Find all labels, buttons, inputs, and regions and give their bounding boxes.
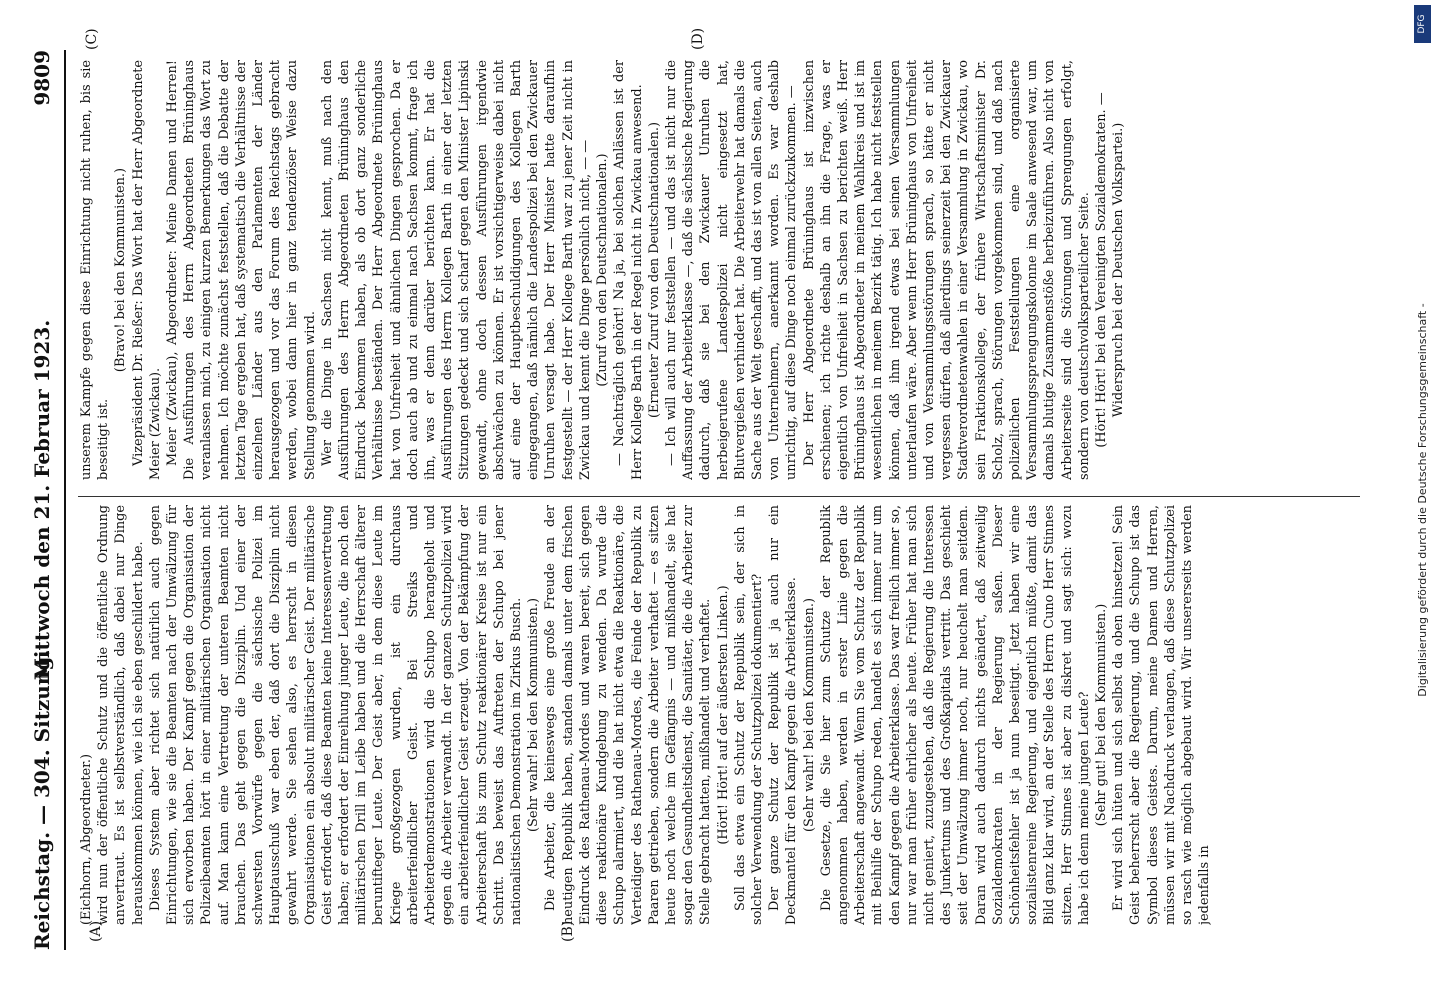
margin-marker-a: (A)	[88, 920, 104, 942]
paragraph: Wer die Dinge in Sachsen nicht kennt, muß nach den Ausführungen des Herrn Abgeordneten Brüninghaus den Eindruck bekommen haben, als ob dort ganz sonderliche Verhältnisse beständen. Der Herr Abgeordnete Brüninghaus hat von Unfreiheit und ähnlichen Dingen gesprochen. Da er doch auch ab und zu einmal nach Sachsen kommt, frage ich ihn, was er denn darüber berichten kann. Er hat die Ausführungen des Herrn Kollegen Barth in einer der letzten Sitzungen gedeckt und sich scharf gegen den Minister Lipinski gewandt, ohne doch dessen Ausführungen irgendwie abschwächen zu können. Er ist vorsichtigerweise dabei nicht auf eine der Hauptbeschuldigungen des Kollegen Barth eingegangen, daß nämlich die Landespolizei bei den Zwickauer Unruhen versagt habe. Der Herr Minister hatte daraufhin festgestellt — der Herr Kollege Barth war zu jener Zeit nicht in Zwickau und kennt die Dinge persönlich nicht, — —	[319, 60, 593, 480]
dfg-logo-text: DFG	[1417, 14, 1427, 34]
header-date: Mittwoch den 21. Februar 1923.	[30, 319, 54, 681]
margin-marker-c: (C)	[84, 28, 100, 50]
paragraph: Soll das etwa ein Schutz der Republik sein, der sich in solcher Verwendung der Schutzpolizei dokumentiert?	[732, 505, 765, 925]
header-session: Reichstag. — 304. Sitzung.	[30, 649, 54, 950]
column-divider	[78, 496, 1360, 497]
paragraph: — Nachträglich gehört! Na ja, bei solchen Anlässen ist der Herr Kollege Barth in der Regel nicht in Zwickau anwesend.	[612, 60, 645, 480]
paragraph: Er wird sich hüten und sich selbst da oben hinsetzen! Sein Geist beherrscht aber die Regierung, und die Schupo ist das Symbol dieses Geistes. Darum, meine Damen und Herren, müssen wir mit Nachdruck verlangen, daß diese Schutzpolizei so rasch wie möglich abgebaut wird. Wir unsererseits werden jedenfalls in	[1111, 505, 1213, 925]
margin-marker-b: (B)	[560, 920, 576, 942]
paragraph: wird nun der öffentliche Schutz und die öffentliche Ordnung anvertraut. Es ist selbstverständlich, daß dabei nur Dinge herauskommen können, wie ich sie eben geschildert habe.	[96, 505, 146, 925]
paragraph: Die Arbeiter, die keineswegs eine große Freude an der heutigen Republik haben, standen damals unter dem frischen Eindruck des Rathenau-Mordes und waren bereit, sich gegen diese reaktionäre Kundgebung zu wenden. Da wurde die Schupo alarmiert, und die hat nicht etwa die Reaktionäre, die Verteidiger des Rathenau-Mordes, die Feinde der Republik zu Paaren getrieben, sondern die Arbeiter verhaftet — es sitzen heute noch welche im Gefängnis — und mißhandelt, sie hat sogar den Gesundheitsdienst, die Sanitäter, die die Arbeiter zur Stelle gebracht hatten, mißhandelt und verhaftet.	[543, 505, 714, 925]
right-column	[78, 60, 1370, 480]
speaker-tag: (Eichhorn, Abgeordneter.)	[79, 753, 94, 925]
paragraph: Die Gesetze, die Sie hier zum Schutze der Republik angenommen haben, werden in erster Linie gegen die Arbeiterschaft angewandt. Wenn Sie vom Schutz der Republik mit Beihilfe der Schupo reden, handelt es sich immer nur um den Kampf gegen die Arbeiterklasse. Das war freilich immer so, nur war man früher ehrlicher als heute. Früher hat man sich nicht geniert, zuzugestehen, daß die Regierung die Interessen des Junkertums und des Großkapitals vertritt. Das geschieht seit der Umwälzung immer noch, nur heuchelt man seitdem. Daran wird auch dadurch nichts geändert, daß zeitweilig Sozialdemokraten in der Regierung saßen. Dieser Schönheitsfehler ist ja nun beseitigt. Jetzt haben wir eine sozialistenreine Regierung, und eigentlich müßte, damit das Bild ganz klar wird, an der Stelle des Herrn Cuno Herr Stinnes sitzen. Herr Stinnes ist aber zu diskret und sagt sich: wozu habe ich denn meine jungen Leute?	[818, 505, 1092, 925]
interjection: (Sehr gut! bei den Kommunisten.)	[1093, 603, 1109, 827]
digitization-note-text: Digitalisierung gefördert durch die Deutsche Forschungsgemeinschaft -	[1416, 303, 1429, 697]
interjection: (Sehr wahr! bei den Kommunisten.)	[801, 598, 817, 832]
left-column	[78, 505, 1370, 925]
page-number: 9809	[30, 50, 54, 106]
digitization-note	[1411, 0, 1434, 1000]
paragraph: Der Herr Abgeordnete Brüninghaus ist inzwischen erschienen; ich richte deshalb an ihn die Frage, was er eigentlich von Unfreiheit in Sachsen zu berichten weiß. Herr Brüninghaus ist Abgeordneter in meinem Wahlkreis und ist im wesentlichen in meinem Bezirk tätig. Ich habe nicht feststellen können, daß ihm irgend etwas bei seinen Versammlungen unterlaufen wäre. Aber wenn Herr Brüninghaus von Unfreiheit und von Versammlungsstörungen sprach, so hätte er nicht vergessen dürfen, daß allerdings seinerzeit bei den Zwickauer Stadtverordnetenwahlen in einer Versammlung in Zwickau, wo sein Fraktionskollege, der frühere Wirtschaftsminister Dr. Scholz, sprach, Störungen vorgekommen sind, und daß nach polizeilichen Feststellungen eine organisierte Versammlungssprengungskolonne im Saale anwesend war, um damals blutige Zusammenstöße herbeizuführen. Also nicht von Arbeiterseite sind die Störungen und Sprengungen erfolgt, sondern von deutschvolksparteilicher Seite.	[801, 60, 1092, 480]
paragraph: unserem Kampfe gegen diese Einrichtung nicht ruhen, bis sie beseitigt ist.	[79, 60, 112, 480]
paragraph: — Ich will auch nur feststellen — und das ist nicht nur die Auffassung der Arbeiterklasse —, daß die sächsische Regierung dadurch, daß sie bei den Zwickauer Unruhen die herbeigerufene Landespolizei nicht eingesetzt hat, Blutvergießen verhindert hat. Die Arbeiterwehr hat damals die Sache aus der Welt geschafft, und das ist von allen Seiten, auch von Unternehmern, anerkannt worden. Es war deshalb unrichtig, auf diese Dinge noch einmal zurückzukommen. —	[663, 60, 800, 480]
interjection: (Zuruf von den Deutschnationalen.)	[595, 153, 611, 387]
header-rule	[64, 50, 66, 950]
interjection: (Sehr wahr! bei den Kommunisten.)	[526, 598, 542, 832]
paragraph: Dieses System aber richtet sich natürlich auch gegen Einrichtungen, wie sie die Beamten nach der Umwälzung für sich erworben haben. Der Kampf gegen die Organisation der Polizeibeamten hört in einer militärischen Organisation nicht auf. Man kann eine Vertretung der unteren Beamten nicht brauchen. Das geht gegen die Disziplin. Und einer der schwersten Vorwürfe gegen die sächsische Polizei im Hauptausschuß war eben der, daß dort die Disziplin nicht gewahrt werde. Sie sehen also, es herrscht in diesen Organisationen ein absolut militärischer Geist. Der militärische Geist erfordert, daß diese Beamten keine Interessenvertretung haben; er erfordert der Einreihung junger Leute, die noch den militärischen Drill im Leibe haben und die Herrschaft älterer beruntifteger Leute. Der Geist aber, in dem diese Leute im Kriege großgezogen wurden, ist ein durchaus arbeiterfeindlicher Geist. Bei Streiks und Arbeiterdemonstrationen wird die Schupo herangeholt und gegen die Arbeiter verwandt. In der ganzen Schutzpolizei wird ein arbeiterfeindlicher Geist erzeugt. Von der Bekämpfung der Arbeiterschaft bis zum Schutz reaktionärer Kreise ist nur ein Schritt. Das beweist das Auftreten der Schupo bei jener nationalistischen Demonstration im Zirkus Busch.	[147, 505, 525, 925]
dfg-logo	[1414, 5, 1431, 43]
paragraph: Der ganze Schutz der Republik ist ja auch nur ein Deckmantel für den Kampf gegen die Arbeiterklasse.	[767, 505, 800, 925]
paragraph: Meier (Zwickau), Abgeordneter: Meine Damen und Herren! Die Ausführungen des Herrn Abgeordneten Brüninghaus veranlassen mich, zu einigen kurzen Bemerkungen das Wort zu nehmen. Ich möchte zunächst feststellen, daß die Debatte der letzten Tage ergeben hat, daß systematisch die Verhältnisse der einzelnen Länder aus den Parlamenten der Länder herausgezogen und vor das Forum des Reichstags gebracht werden, wobei dann hier in ganz tendenziöser Weise dazu Stellung genommen wird.	[165, 60, 318, 480]
page-header	[22, 50, 62, 950]
interjection: (Erneuter Zuruf von den Deutschnationalen.)	[646, 121, 662, 419]
interjection: (Hört! Hört! auf der äußersten Linken.)	[715, 585, 731, 845]
margin-marker-d: (D)	[690, 27, 706, 50]
interjection: (Bravo! bei den Kommunisten.)	[113, 167, 129, 373]
interjection: (Hört! Hört! bei den Vereinigten Sozialdemokraten. — Widerspruch bei der Deutschen Volkspartei.)	[1093, 92, 1127, 448]
paragraph: Vizepräsident Dr. Rießer: Das Wort hat der Herr Abgeordnete Meier (Zwickau).	[130, 60, 163, 480]
